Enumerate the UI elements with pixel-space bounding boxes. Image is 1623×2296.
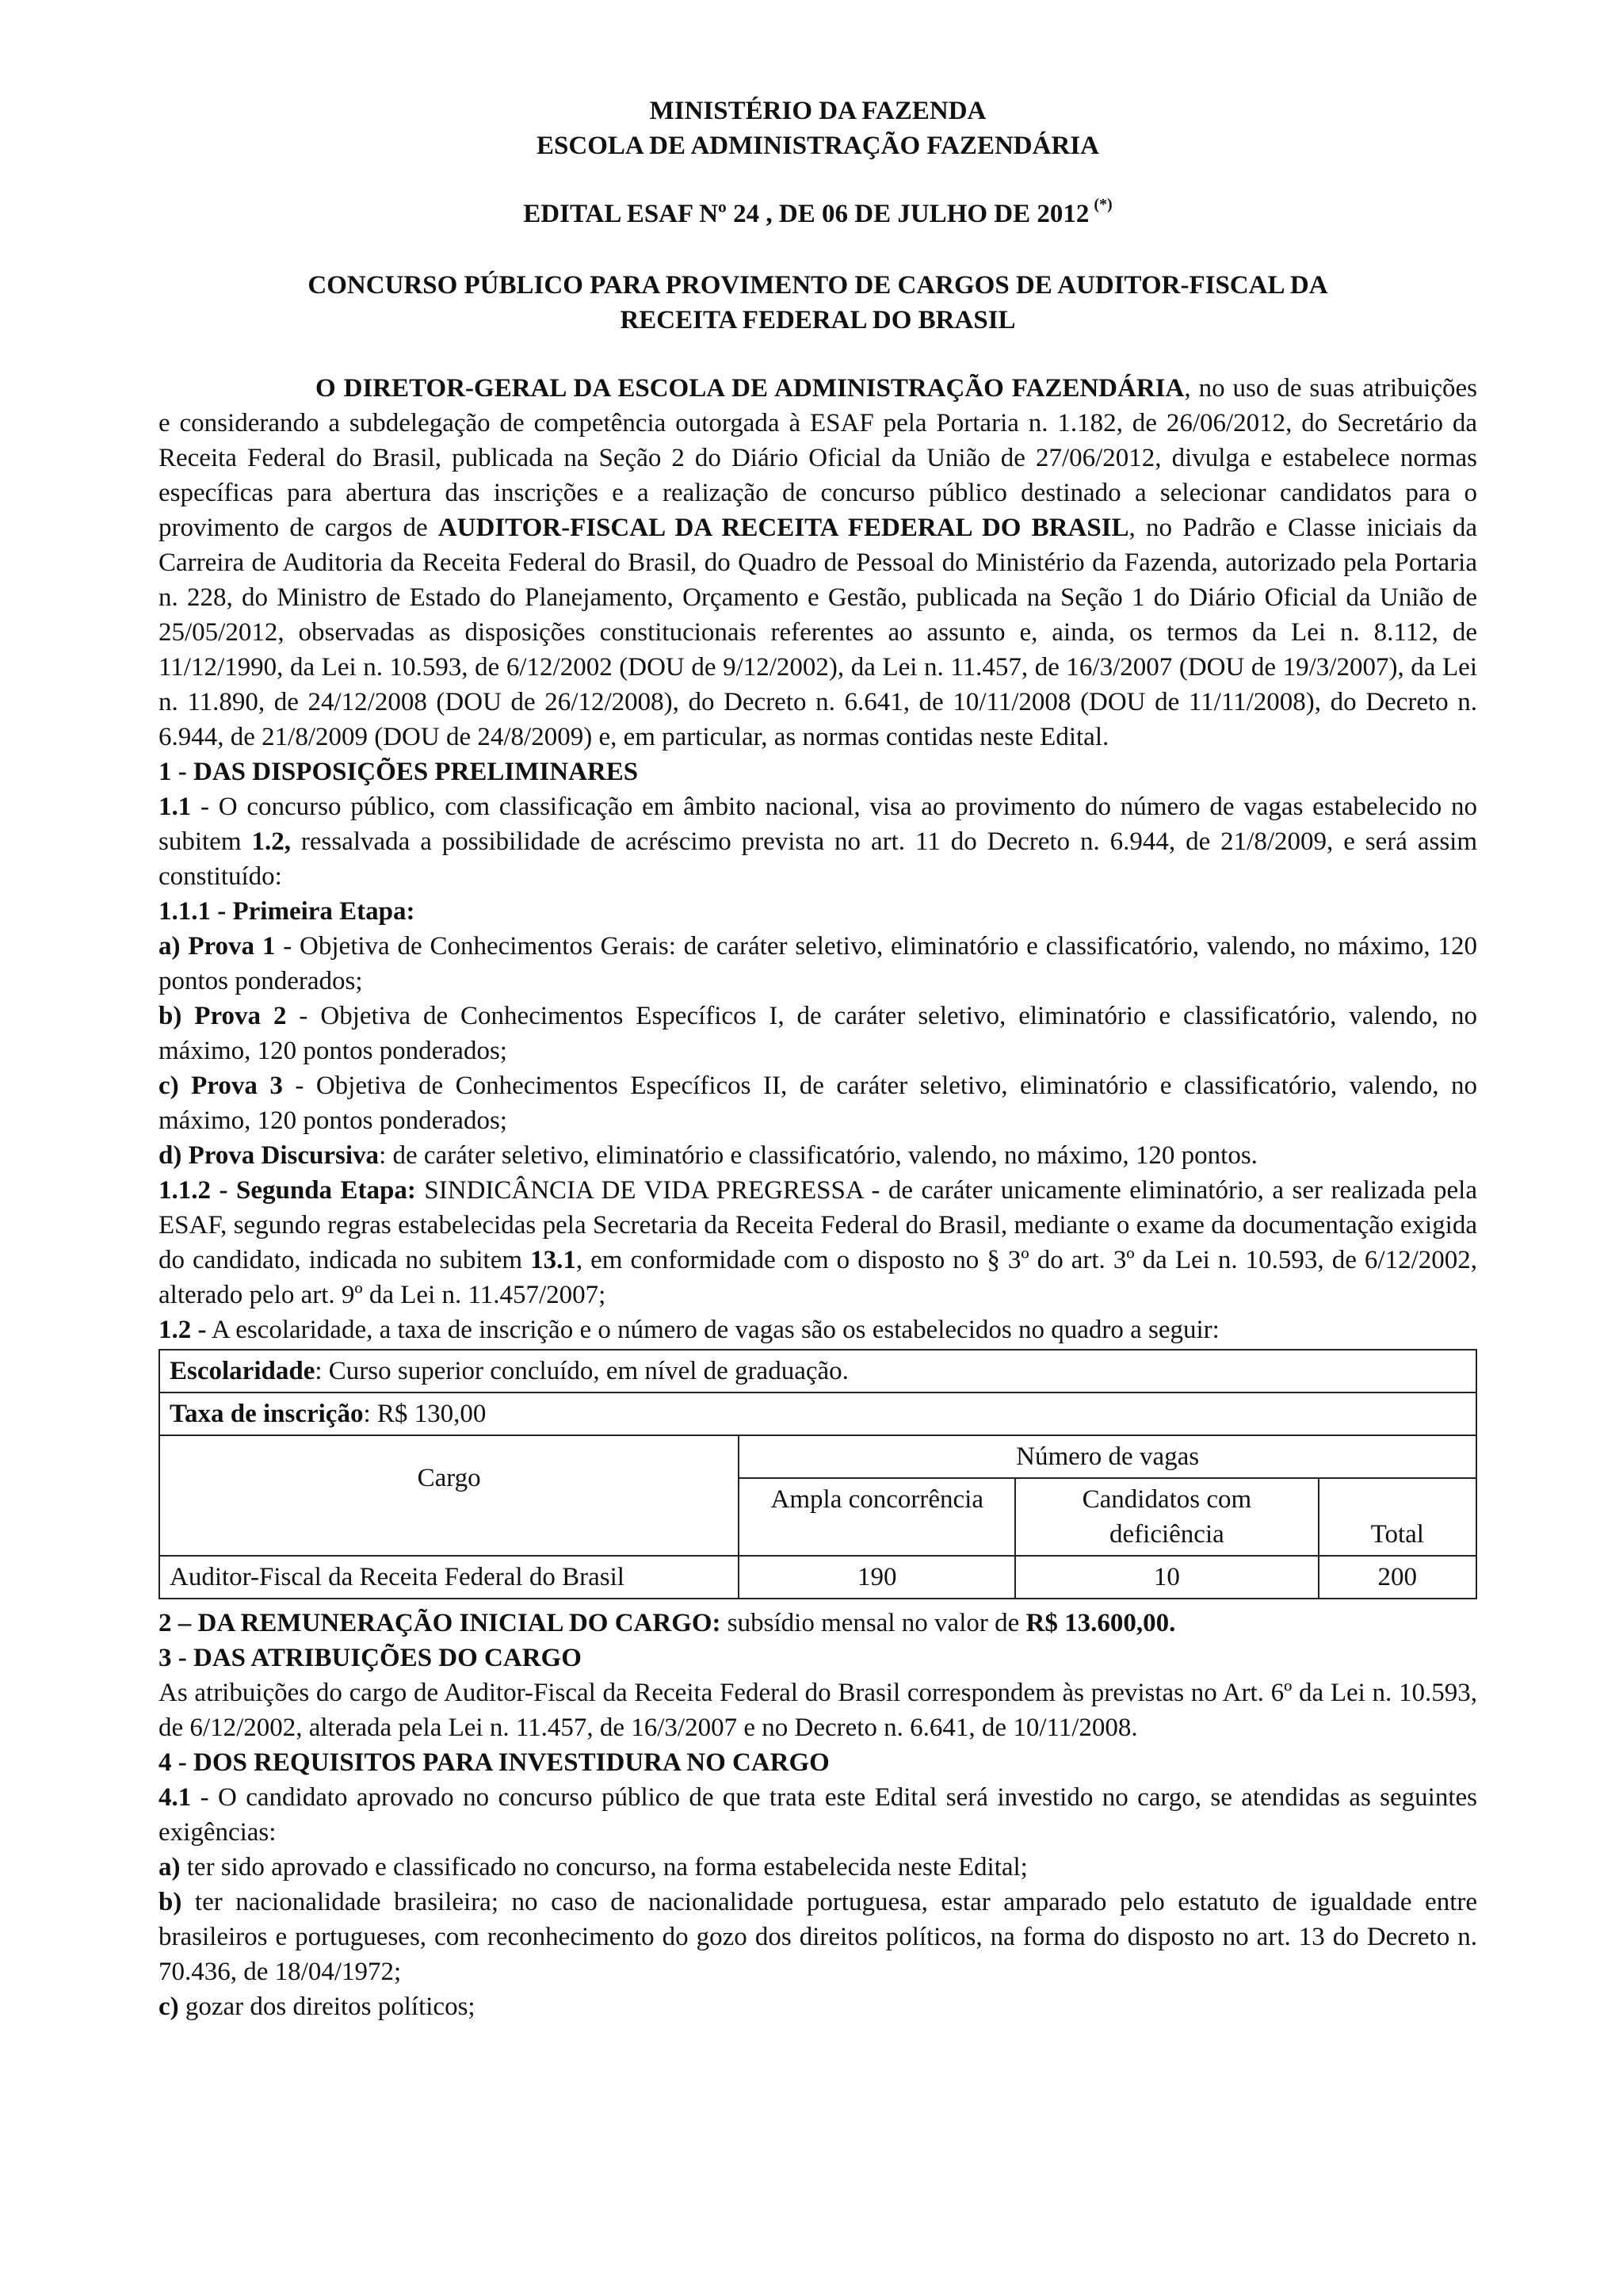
cell-cargo: Auditor-Fiscal da Receita Federal do Brasil [159,1556,739,1599]
item-1-1-text-a: - O concurso público, com classificação em âmbito nacional, visa ao provimento do número de vagas estabelecido no subitem [158,793,1477,856]
prova-1 [158,929,1477,999]
section-3-text: As atribuições do cargo de Auditor-Fiscal da Receita Federal do Brasil correspondem às previstas no Art. 6º da Lei n. 10.593, de 6/12/2002, alterada pela Lei n. 11.457, de 16/3/2007 e no Decreto n. 6.641, de 10/11/2008. [158,1679,1477,1742]
cell-deficiencia: 10 [1015,1556,1318,1599]
item-4-1-text: - O candidato aprovado no concurso público de que trata este Edital será investido no cargo, se atendidas as seguintes exigências: [158,1783,1477,1847]
requisito-c-text: gozar dos direitos políticos; [178,1992,475,2021]
item-4-1-number: 4.1 [158,1783,192,1812]
header-deficiencia: Candidatos com deficiência [1015,1478,1318,1556]
requisito-b [158,1885,1477,1989]
item-1-2-number: 1.2 - [158,1316,207,1344]
requisito-a-text: ter sido aprovado e classificado no concurso, na forma estabelecida neste Edital; [180,1853,1028,1881]
header-ampla: Ampla concorrência [739,1478,1015,1556]
table-row-taxa [159,1392,1476,1435]
taxa-value: : R$ 130,00 [363,1400,487,1428]
concurso-title [158,268,1477,338]
header-cargo: Cargo [159,1435,739,1556]
cell-ampla: 190 [739,1556,1015,1599]
prova-discursiva-text: : de caráter seletivo, eliminatório e classificatório, valendo, no máximo, 120 pontos. [379,1141,1258,1170]
header-numero-vagas: Número de vagas [739,1435,1476,1478]
intro-text-2: , no Padrão e Classe iniciais da Carreira de Auditoria da Receita Federal do Brasil, do Quadro de Pessoal do Ministério da Fazenda, autorizado pela Portaria n. 228, do Ministro de Estado do Planejamento, Orçamento e Gestão, publicada na Seção 1 do Diário Oficial da União de 25/05/2012, observadas as disposições constitucionais referentes ao assunto e, ainda, os termos da Lei n. 8.112, de 11/12/1990, da Lei n. 10.593, de 6/12/2002 (DOU de 9/12/2002), da Lei n. 11.457, de 16/3/2007 (DOU de 19/3/2007), da Lei n. 11.890, de 24/12/2008 (DOU de 26/12/2008), do Decreto n. 6.641, de 10/11/2008 (DOU de 11/11/2008), do Decreto n. 6.944, de 21/8/2009 (DOU de 24/8/2009) e, em particular, as normas contidas neste Edital. [158,514,1477,751]
item-1-2 [158,1312,1477,1347]
edital-title [158,197,1477,231]
section-3-title: 3 - DAS ATRIBUIÇÕES DO CARGO [158,1644,582,1672]
concurso-title-line1: CONCURSO PÚBLICO PARA PROVIMENTO DE CARGOS DE AUDITOR-FISCAL DA [307,271,1328,300]
item-1-1-1-title: 1.1.1 - Primeira Etapa: [158,897,415,926]
prova-discursiva-label: d) Prova Discursiva [158,1141,380,1170]
requisito-b-text: ter nacionalidade brasileira; no caso de nacionalidade portuguesa, estar amparado pelo estatuto de igualdade entre brasileiros e portugueses, com reconhecimento do gozo dos direitos políticos, na forma do disposto no art. 13 do Decreto n. 70.436, de 18/04/1972; [158,1888,1477,1986]
section-1-title: 1 - DAS DISPOSIÇÕES PRELIMINARES [158,758,639,786]
table-row-escolaridade [159,1350,1476,1392]
intro-text-1: , no uso de suas atribuições e considerando a subdelegação de competência outorgada à ESAF pela Portaria n. 1.182, de 26/06/2012, do Secretário da Receita Federal do Brasil, publicada na Seção 2 do Diário Oficial da União de 27/06/2012, divulga e estabelece normas específicas para abertura das inscrições e a realização de concurso público destinado a selecionar candidatos para o provimento de cargos de [158,374,1477,542]
prova-discursiva [158,1138,1477,1173]
taxa-label: Taxa de inscrição [170,1400,364,1428]
prova-1-label: a) Prova 1 [158,932,276,961]
ministry-title: MINISTÉRIO DA FAZENDA [649,97,987,125]
prova-1-text: - Objetiva de Conhecimentos Gerais: de caráter seletivo, eliminatório e classificatório, valendo, no máximo, 120 pontos ponderados; [158,932,1477,995]
item-1-1-2 [158,1173,1477,1312]
document-header [158,94,1477,163]
item-1-2-text: A escolaridade, a taxa de inscrição e o número de vagas são os estabelecidos no quadro a seguir: [206,1316,1220,1344]
prova-2-text: - Objetiva de Conhecimentos Específicos I, de caráter seletivo, eliminatório e classificatório, valendo, no máximo, 120 pontos ponderados; [158,1002,1477,1065]
school-title: ESCOLA DE ADMINISTRAÇÃO FAZENDÁRIA [537,132,1099,160]
edital-number: EDITAL ESAF Nº 24 , DE 06 DE JULHO DE 2012 [523,200,1090,228]
requisito-c-label: c) [158,1992,179,2021]
requisito-b-label: b) [158,1888,182,1916]
item-1-1-2-label: 1.1.2 - Segunda Etapa: [158,1176,416,1205]
item-1-1-2-text-b: , em conformidade com o disposto no § 3º do art. 3º da Lei n. 10.593, de 6/12/2002, alterado pelo art. 9º da Lei n. 11.457/2007; [158,1246,1478,1309]
requisito-c [158,1989,1477,2024]
section-2-title: 2 – DA REMUNERAÇÃO INICIAL DO CARGO: [158,1609,721,1637]
table-row [159,1556,1476,1599]
item-1-1-ref: 1.2, [251,827,291,856]
escolaridade-cell [159,1350,1476,1392]
table-header-row-1 [159,1435,1476,1478]
item-1-1-2-text-a: SINDICÂNCIA DE VIDA PREGRESSA - de caráter unicamente eliminatório, a ser realizada pela ESAF, segundo regras estabelecidas pela Secretaria da Receita Federal do Brasil, mediante o exame da documentação exigida do candidato, indicada no subitem [158,1176,1477,1274]
intro-cargo: AUDITOR-FISCAL DA RECEITA FEDERAL DO BRASIL [437,514,1129,542]
section-4-title: 4 - DOS REQUISITOS PARA INVESTIDURA NO CARGO [158,1748,830,1777]
item-1-1 [158,789,1477,894]
escolaridade-label: Escolaridade [170,1357,315,1385]
intro-lead: O DIRETOR-GERAL DA ESCOLA DE ADMINISTRAÇÃO FAZENDÁRIA [315,374,1185,403]
item-1-1-2-ref: 13.1 [530,1246,576,1274]
intro-paragraph [158,371,1477,755]
requisito-a-label: a) [158,1853,181,1881]
vagas-table [158,1349,1477,1599]
item-1-1-number: 1.1 [158,793,192,821]
prova-3-label: c) Prova 3 [158,1072,283,1100]
escolaridade-value: : Curso superior concluído, em nível de graduação. [315,1357,849,1385]
prova-2-label: b) Prova 2 [158,1002,287,1030]
prova-3-text: - Objetiva de Conhecimentos Específicos II, de caráter seletivo, eliminatório e classificatório, valendo, no máximo, 120 pontos ponderados; [158,1072,1477,1135]
concurso-title-line2: RECEITA FEDERAL DO BRASIL [620,306,1016,334]
prova-3 [158,1068,1477,1138]
header-total: Total [1319,1478,1476,1556]
section-2 [158,1606,1477,1641]
item-1-1-text-b: ressalvada a possibilidade de acréscimo prevista no art. 11 do Decreto n. 6.944, de 21/8/2009, e será assim constituído: [158,827,1478,891]
taxa-cell [159,1392,1476,1435]
prova-2 [158,999,1477,1068]
requisito-a [158,1850,1477,1885]
section-2-text: subsídio mensal no valor de [720,1609,1026,1637]
edital-footnote-mark: (*) [1094,196,1113,213]
section-2-value: R$ 13.600,00. [1025,1609,1176,1637]
cell-total: 200 [1319,1556,1476,1599]
item-4-1 [158,1780,1477,1850]
